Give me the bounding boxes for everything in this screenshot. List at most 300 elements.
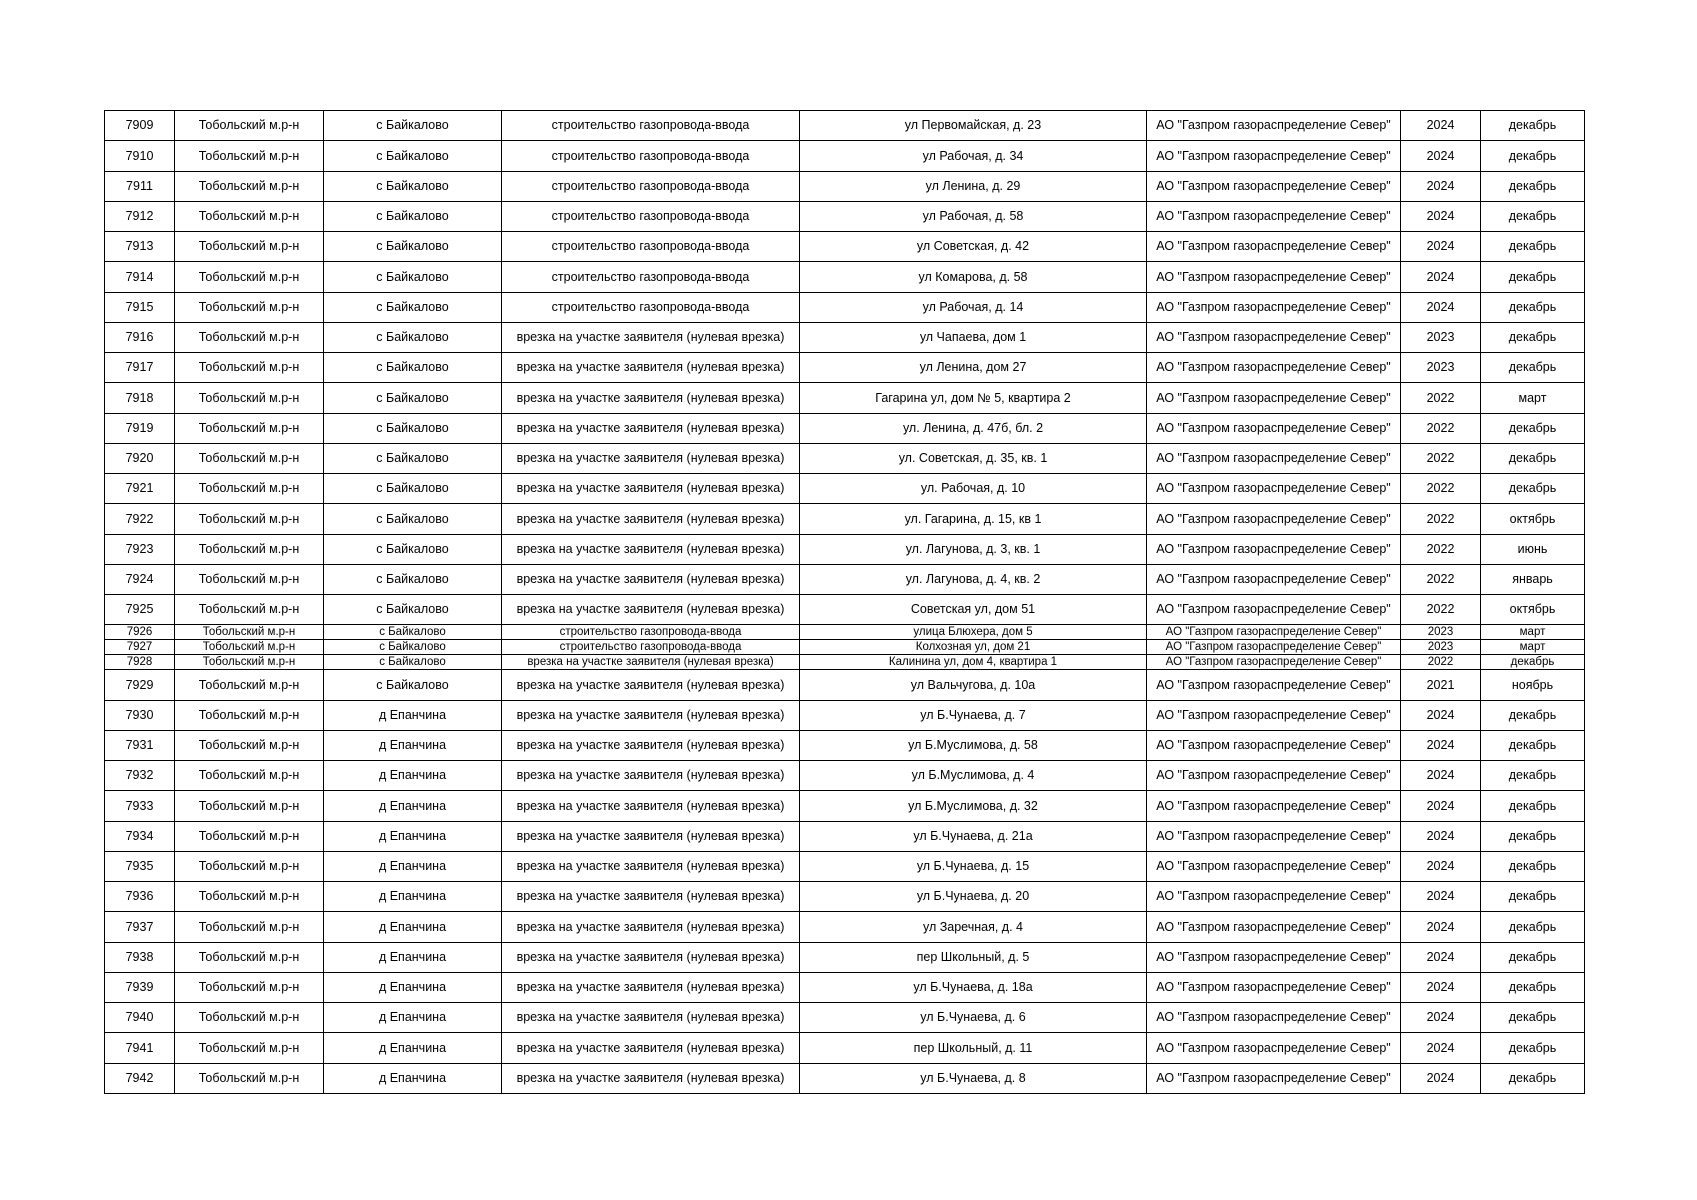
cell-address: пер Школьный, д. 5 bbox=[800, 942, 1147, 972]
cell-month: октябрь bbox=[1481, 504, 1585, 534]
cell-locality: с Байкалово bbox=[324, 201, 502, 231]
cell-address: ул Ленина, д. 29 bbox=[800, 171, 1147, 201]
table-row bbox=[105, 625, 1585, 640]
cell-address: Советская ул, дом 51 bbox=[800, 595, 1147, 625]
cell-number: 7923 bbox=[105, 534, 175, 564]
table-row bbox=[105, 882, 1585, 912]
cell-number: 7917 bbox=[105, 353, 175, 383]
cell-work-type: врезка на участке заявителя (нулевая врезка) bbox=[502, 383, 800, 413]
cell-number: 7929 bbox=[105, 670, 175, 700]
cell-locality: д Епанчина bbox=[324, 882, 502, 912]
cell-number: 7935 bbox=[105, 851, 175, 881]
cell-work-type: врезка на участке заявителя (нулевая врезка) bbox=[502, 474, 800, 504]
table-row bbox=[105, 1033, 1585, 1063]
cell-organization: АО "Газпром газораспределение Север" bbox=[1147, 595, 1401, 625]
cell-month: декабрь bbox=[1481, 882, 1585, 912]
cell-organization: АО "Газпром газораспределение Север" bbox=[1147, 791, 1401, 821]
cell-year: 2022 bbox=[1401, 655, 1481, 670]
cell-organization: АО "Газпром газораспределение Север" bbox=[1147, 851, 1401, 881]
cell-organization: АО "Газпром газораспределение Север" bbox=[1147, 761, 1401, 791]
cell-year: 2024 bbox=[1401, 882, 1481, 912]
cell-locality: д Епанчина bbox=[324, 942, 502, 972]
cell-address: ул Рабочая, д. 58 bbox=[800, 201, 1147, 231]
cell-organization: АО "Газпром газораспределение Север" bbox=[1147, 171, 1401, 201]
cell-organization: АО "Газпром газораспределение Север" bbox=[1147, 972, 1401, 1002]
cell-work-type: врезка на участке заявителя (нулевая врезка) bbox=[502, 761, 800, 791]
cell-work-type: строительство газопровода-ввода bbox=[502, 201, 800, 231]
cell-month: декабрь bbox=[1481, 141, 1585, 171]
cell-locality: с Байкалово bbox=[324, 655, 502, 670]
cell-year: 2022 bbox=[1401, 383, 1481, 413]
cell-district: Тобольский м.р-н bbox=[175, 141, 324, 171]
cell-year: 2021 bbox=[1401, 670, 1481, 700]
cell-work-type: врезка на участке заявителя (нулевая врезка) bbox=[502, 322, 800, 352]
cell-number: 7918 bbox=[105, 383, 175, 413]
table-row bbox=[105, 232, 1585, 262]
cell-year: 2024 bbox=[1401, 851, 1481, 881]
cell-number: 7936 bbox=[105, 882, 175, 912]
cell-number: 7942 bbox=[105, 1063, 175, 1093]
cell-district: Тобольский м.р-н bbox=[175, 353, 324, 383]
table-row bbox=[105, 474, 1585, 504]
cell-year: 2024 bbox=[1401, 171, 1481, 201]
cell-district: Тобольский м.р-н bbox=[175, 972, 324, 1002]
cell-year: 2022 bbox=[1401, 443, 1481, 473]
cell-district: Тобольский м.р-н bbox=[175, 443, 324, 473]
cell-district: Тобольский м.р-н bbox=[175, 262, 324, 292]
cell-month: декабрь bbox=[1481, 111, 1585, 141]
cell-work-type: врезка на участке заявителя (нулевая врезка) bbox=[502, 443, 800, 473]
table-row bbox=[105, 171, 1585, 201]
cell-number: 7915 bbox=[105, 292, 175, 322]
cell-year: 2024 bbox=[1401, 1033, 1481, 1063]
cell-locality: с Байкалово bbox=[324, 353, 502, 383]
cell-district: Тобольский м.р-н bbox=[175, 655, 324, 670]
table-row bbox=[105, 972, 1585, 1002]
cell-locality: с Байкалово bbox=[324, 595, 502, 625]
cell-district: Тобольский м.р-н bbox=[175, 564, 324, 594]
cell-year: 2022 bbox=[1401, 595, 1481, 625]
cell-month: декабрь bbox=[1481, 761, 1585, 791]
cell-year: 2024 bbox=[1401, 700, 1481, 730]
cell-organization: АО "Газпром газораспределение Север" bbox=[1147, 292, 1401, 322]
cell-address: ул Б.Чунаева, д. 7 bbox=[800, 700, 1147, 730]
cell-district: Тобольский м.р-н bbox=[175, 383, 324, 413]
table-row bbox=[105, 670, 1585, 700]
cell-month: март bbox=[1481, 640, 1585, 655]
cell-district: Тобольский м.р-н bbox=[175, 1033, 324, 1063]
cell-organization: АО "Газпром газораспределение Север" bbox=[1147, 504, 1401, 534]
table-row bbox=[105, 353, 1585, 383]
cell-work-type: врезка на участке заявителя (нулевая врезка) bbox=[502, 595, 800, 625]
cell-year: 2024 bbox=[1401, 232, 1481, 262]
cell-address: Калинина ул, дом 4, квартира 1 bbox=[800, 655, 1147, 670]
cell-organization: АО "Газпром газораспределение Север" bbox=[1147, 655, 1401, 670]
cell-year: 2024 bbox=[1401, 791, 1481, 821]
cell-district: Тобольский м.р-н bbox=[175, 534, 324, 564]
cell-number: 7928 bbox=[105, 655, 175, 670]
cell-year: 2022 bbox=[1401, 564, 1481, 594]
table-row bbox=[105, 141, 1585, 171]
cell-month: декабрь bbox=[1481, 791, 1585, 821]
cell-address: ул Заречная, д. 4 bbox=[800, 912, 1147, 942]
cell-month: март bbox=[1481, 383, 1585, 413]
cell-number: 7921 bbox=[105, 474, 175, 504]
cell-locality: с Байкалово bbox=[324, 262, 502, 292]
cell-number: 7925 bbox=[105, 595, 175, 625]
table-row bbox=[105, 942, 1585, 972]
cell-year: 2024 bbox=[1401, 201, 1481, 231]
cell-year: 2024 bbox=[1401, 141, 1481, 171]
cell-address: ул Б.Муслимова, д. 32 bbox=[800, 791, 1147, 821]
table-row bbox=[105, 111, 1585, 141]
cell-locality: с Байкалово bbox=[324, 534, 502, 564]
cell-month: декабрь bbox=[1481, 912, 1585, 942]
cell-work-type: строительство газопровода-ввода bbox=[502, 232, 800, 262]
cell-month: декабрь bbox=[1481, 1003, 1585, 1033]
cell-organization: АО "Газпром газораспределение Север" bbox=[1147, 730, 1401, 760]
cell-locality: с Байкалово bbox=[324, 232, 502, 262]
cell-address: ул Вальчугова, д. 10а bbox=[800, 670, 1147, 700]
cell-address: ул. Рабочая, д. 10 bbox=[800, 474, 1147, 504]
cell-district: Тобольский м.р-н bbox=[175, 474, 324, 504]
cell-work-type: врезка на участке заявителя (нулевая врезка) bbox=[502, 730, 800, 760]
cell-district: Тобольский м.р-н bbox=[175, 1063, 324, 1093]
cell-month: декабрь bbox=[1481, 851, 1585, 881]
cell-organization: АО "Газпром газораспределение Север" bbox=[1147, 700, 1401, 730]
cell-year: 2023 bbox=[1401, 625, 1481, 640]
cell-year: 2022 bbox=[1401, 474, 1481, 504]
cell-district: Тобольский м.р-н bbox=[175, 700, 324, 730]
cell-number: 7940 bbox=[105, 1003, 175, 1033]
cell-organization: АО "Газпром газораспределение Север" bbox=[1147, 564, 1401, 594]
table-row bbox=[105, 201, 1585, 231]
cell-locality: д Епанчина bbox=[324, 700, 502, 730]
cell-locality: с Байкалово bbox=[324, 443, 502, 473]
cell-number: 7931 bbox=[105, 730, 175, 760]
cell-number: 7924 bbox=[105, 564, 175, 594]
cell-number: 7912 bbox=[105, 201, 175, 231]
cell-organization: АО "Газпром газораспределение Север" bbox=[1147, 625, 1401, 640]
cell-number: 7910 bbox=[105, 141, 175, 171]
cell-number: 7919 bbox=[105, 413, 175, 443]
cell-number: 7937 bbox=[105, 912, 175, 942]
cell-address: улица Блюхера, дом 5 bbox=[800, 625, 1147, 640]
cell-work-type: врезка на участке заявителя (нулевая врезка) bbox=[502, 821, 800, 851]
cell-work-type: врезка на участке заявителя (нулевая врезка) bbox=[502, 413, 800, 443]
cell-month: декабрь bbox=[1481, 292, 1585, 322]
table-row bbox=[105, 534, 1585, 564]
cell-locality: д Епанчина bbox=[324, 821, 502, 851]
cell-district: Тобольский м.р-н bbox=[175, 1003, 324, 1033]
cell-year: 2024 bbox=[1401, 111, 1481, 141]
cell-month: октябрь bbox=[1481, 595, 1585, 625]
cell-district: Тобольский м.р-н bbox=[175, 640, 324, 655]
cell-organization: АО "Газпром газораспределение Север" bbox=[1147, 201, 1401, 231]
cell-address: ул. Лагунова, д. 3, кв. 1 bbox=[800, 534, 1147, 564]
cell-work-type: врезка на участке заявителя (нулевая врезка) bbox=[502, 700, 800, 730]
table-row bbox=[105, 640, 1585, 655]
cell-number: 7932 bbox=[105, 761, 175, 791]
cell-address: ул Б.Чунаева, д. 8 bbox=[800, 1063, 1147, 1093]
cell-locality: д Епанчина bbox=[324, 1003, 502, 1033]
cell-organization: АО "Газпром газораспределение Север" bbox=[1147, 443, 1401, 473]
cell-address: ул Советская, д. 42 bbox=[800, 232, 1147, 262]
cell-organization: АО "Газпром газораспределение Север" bbox=[1147, 942, 1401, 972]
cell-year: 2023 bbox=[1401, 322, 1481, 352]
cell-locality: д Епанчина bbox=[324, 730, 502, 760]
table-row bbox=[105, 413, 1585, 443]
cell-locality: с Байкалово bbox=[324, 383, 502, 413]
table-row bbox=[105, 700, 1585, 730]
cell-address: ул Ленина, дом 27 bbox=[800, 353, 1147, 383]
cell-address: Гагарина ул, дом № 5, квартира 2 bbox=[800, 383, 1147, 413]
cell-district: Тобольский м.р-н bbox=[175, 882, 324, 912]
cell-organization: АО "Газпром газораспределение Север" bbox=[1147, 1033, 1401, 1063]
table-row bbox=[105, 761, 1585, 791]
cell-month: декабрь bbox=[1481, 322, 1585, 352]
cell-organization: АО "Газпром газораспределение Север" bbox=[1147, 534, 1401, 564]
cell-number: 7933 bbox=[105, 791, 175, 821]
cell-month: декабрь bbox=[1481, 1033, 1585, 1063]
cell-month: январь bbox=[1481, 564, 1585, 594]
cell-work-type: строительство газопровода-ввода bbox=[502, 171, 800, 201]
cell-organization: АО "Газпром газораспределение Север" bbox=[1147, 353, 1401, 383]
cell-work-type: врезка на участке заявителя (нулевая врезка) bbox=[502, 504, 800, 534]
cell-month: декабрь bbox=[1481, 413, 1585, 443]
cell-number: 7934 bbox=[105, 821, 175, 851]
cell-work-type: строительство газопровода-ввода bbox=[502, 141, 800, 171]
cell-year: 2024 bbox=[1401, 1063, 1481, 1093]
cell-locality: с Байкалово bbox=[324, 474, 502, 504]
cell-address: ул Б.Чунаева, д. 20 bbox=[800, 882, 1147, 912]
cell-month: декабрь bbox=[1481, 821, 1585, 851]
cell-district: Тобольский м.р-н bbox=[175, 791, 324, 821]
cell-organization: АО "Газпром газораспределение Север" bbox=[1147, 1003, 1401, 1033]
table-row bbox=[105, 595, 1585, 625]
cell-address: ул Первомайская, д. 23 bbox=[800, 111, 1147, 141]
cell-locality: с Байкалово bbox=[324, 171, 502, 201]
cell-organization: АО "Газпром газораспределение Север" bbox=[1147, 141, 1401, 171]
cell-organization: АО "Газпром газораспределение Север" bbox=[1147, 111, 1401, 141]
cell-address: ул Б.Чунаева, д. 6 bbox=[800, 1003, 1147, 1033]
table-row bbox=[105, 655, 1585, 670]
cell-locality: с Байкалово bbox=[324, 625, 502, 640]
cell-organization: АО "Газпром газораспределение Север" bbox=[1147, 413, 1401, 443]
cell-work-type: врезка на участке заявителя (нулевая врезка) bbox=[502, 655, 800, 670]
cell-locality: с Байкалово bbox=[324, 292, 502, 322]
cell-address: ул Б.Муслимова, д. 4 bbox=[800, 761, 1147, 791]
cell-number: 7938 bbox=[105, 942, 175, 972]
cell-number: 7941 bbox=[105, 1033, 175, 1063]
cell-organization: АО "Газпром газораспределение Север" bbox=[1147, 670, 1401, 700]
cell-address: пер Школьный, д. 11 bbox=[800, 1033, 1147, 1063]
cell-organization: АО "Газпром газораспределение Север" bbox=[1147, 821, 1401, 851]
cell-organization: АО "Газпром газораспределение Север" bbox=[1147, 912, 1401, 942]
cell-month: декабрь bbox=[1481, 262, 1585, 292]
cell-year: 2024 bbox=[1401, 942, 1481, 972]
cell-locality: д Епанчина bbox=[324, 761, 502, 791]
cell-work-type: врезка на участке заявителя (нулевая врезка) bbox=[502, 534, 800, 564]
cell-locality: с Байкалово bbox=[324, 504, 502, 534]
cell-number: 7920 bbox=[105, 443, 175, 473]
cell-month: декабрь bbox=[1481, 942, 1585, 972]
cell-district: Тобольский м.р-н bbox=[175, 912, 324, 942]
cell-organization: АО "Газпром газораспределение Север" bbox=[1147, 322, 1401, 352]
table-row bbox=[105, 730, 1585, 760]
table-row bbox=[105, 1063, 1585, 1093]
cell-locality: д Епанчина bbox=[324, 1033, 502, 1063]
cell-work-type: строительство газопровода-ввода bbox=[502, 262, 800, 292]
cell-number: 7911 bbox=[105, 171, 175, 201]
cell-district: Тобольский м.р-н bbox=[175, 111, 324, 141]
cell-year: 2024 bbox=[1401, 912, 1481, 942]
cell-locality: с Байкалово bbox=[324, 141, 502, 171]
cell-locality: с Байкалово bbox=[324, 111, 502, 141]
cell-locality: д Епанчина bbox=[324, 912, 502, 942]
cell-district: Тобольский м.р-н bbox=[175, 292, 324, 322]
cell-work-type: врезка на участке заявителя (нулевая врезка) bbox=[502, 1063, 800, 1093]
cell-year: 2024 bbox=[1401, 292, 1481, 322]
cell-address: ул Б.Чунаева, д. 21а bbox=[800, 821, 1147, 851]
table-body bbox=[105, 111, 1585, 1094]
table-row bbox=[105, 851, 1585, 881]
cell-organization: АО "Газпром газораспределение Север" bbox=[1147, 1063, 1401, 1093]
cell-work-type: врезка на участке заявителя (нулевая врезка) bbox=[502, 670, 800, 700]
cell-year: 2023 bbox=[1401, 353, 1481, 383]
cell-number: 7939 bbox=[105, 972, 175, 1002]
cell-work-type: врезка на участке заявителя (нулевая врезка) bbox=[502, 1033, 800, 1063]
cell-year: 2023 bbox=[1401, 640, 1481, 655]
cell-year: 2024 bbox=[1401, 761, 1481, 791]
cell-district: Тобольский м.р-н bbox=[175, 232, 324, 262]
cell-month: декабрь bbox=[1481, 972, 1585, 1002]
cell-number: 7922 bbox=[105, 504, 175, 534]
cell-number: 7927 bbox=[105, 640, 175, 655]
table-row bbox=[105, 791, 1585, 821]
cell-locality: д Епанчина bbox=[324, 972, 502, 1002]
cell-locality: д Епанчина bbox=[324, 851, 502, 881]
table-row bbox=[105, 443, 1585, 473]
cell-district: Тобольский м.р-н bbox=[175, 171, 324, 201]
table-row bbox=[105, 1003, 1585, 1033]
cell-work-type: врезка на участке заявителя (нулевая врезка) bbox=[502, 972, 800, 1002]
cell-work-type: врезка на участке заявителя (нулевая врезка) bbox=[502, 942, 800, 972]
cell-address: ул. Гагарина, д. 15, кв 1 bbox=[800, 504, 1147, 534]
cell-address: ул Комарова, д. 58 bbox=[800, 262, 1147, 292]
cell-address: ул. Лагунова, д. 4, кв. 2 bbox=[800, 564, 1147, 594]
cell-organization: АО "Газпром газораспределение Север" bbox=[1147, 383, 1401, 413]
cell-year: 2024 bbox=[1401, 730, 1481, 760]
cell-year: 2024 bbox=[1401, 821, 1481, 851]
cell-district: Тобольский м.р-н bbox=[175, 595, 324, 625]
cell-locality: с Байкалово bbox=[324, 413, 502, 443]
cell-district: Тобольский м.р-н bbox=[175, 201, 324, 231]
cell-address: ул Б.Чунаева, д. 15 bbox=[800, 851, 1147, 881]
cell-locality: с Байкалово bbox=[324, 670, 502, 700]
cell-district: Тобольский м.р-н bbox=[175, 670, 324, 700]
cell-number: 7926 bbox=[105, 625, 175, 640]
cell-district: Тобольский м.р-н bbox=[175, 625, 324, 640]
cell-month: декабрь bbox=[1481, 201, 1585, 231]
cell-number: 7916 bbox=[105, 322, 175, 352]
cell-district: Тобольский м.р-н bbox=[175, 851, 324, 881]
cell-address: ул Рабочая, д. 14 bbox=[800, 292, 1147, 322]
table-row bbox=[105, 912, 1585, 942]
table-row bbox=[105, 564, 1585, 594]
cell-month: март bbox=[1481, 625, 1585, 640]
table-row bbox=[105, 262, 1585, 292]
cell-organization: АО "Газпром газораспределение Север" bbox=[1147, 882, 1401, 912]
cell-work-type: строительство газопровода-ввода bbox=[502, 625, 800, 640]
cell-work-type: строительство газопровода-ввода bbox=[502, 640, 800, 655]
cell-number: 7909 bbox=[105, 111, 175, 141]
cell-address: Колхозная ул, дом 21 bbox=[800, 640, 1147, 655]
cell-month: декабрь bbox=[1481, 353, 1585, 383]
cell-number: 7914 bbox=[105, 262, 175, 292]
cell-organization: АО "Газпром газораспределение Север" bbox=[1147, 474, 1401, 504]
cell-district: Тобольский м.р-н bbox=[175, 730, 324, 760]
table-row bbox=[105, 821, 1585, 851]
data-table bbox=[104, 110, 1585, 1094]
cell-district: Тобольский м.р-н bbox=[175, 942, 324, 972]
cell-district: Тобольский м.р-н bbox=[175, 413, 324, 443]
cell-month: ноябрь bbox=[1481, 670, 1585, 700]
cell-work-type: врезка на участке заявителя (нулевая врезка) bbox=[502, 912, 800, 942]
cell-work-type: врезка на участке заявителя (нулевая врезка) bbox=[502, 353, 800, 383]
cell-locality: д Епанчина bbox=[324, 1063, 502, 1093]
cell-work-type: врезка на участке заявителя (нулевая врезка) bbox=[502, 851, 800, 881]
cell-month: декабрь bbox=[1481, 655, 1585, 670]
cell-work-type: врезка на участке заявителя (нулевая врезка) bbox=[502, 882, 800, 912]
cell-year: 2022 bbox=[1401, 534, 1481, 564]
cell-address: ул. Советская, д. 35, кв. 1 bbox=[800, 443, 1147, 473]
table-row bbox=[105, 292, 1585, 322]
cell-month: декабрь bbox=[1481, 1063, 1585, 1093]
cell-address: ул. Ленина, д. 47б, бл. 2 bbox=[800, 413, 1147, 443]
cell-work-type: строительство газопровода-ввода bbox=[502, 111, 800, 141]
cell-district: Тобольский м.р-н bbox=[175, 821, 324, 851]
cell-year: 2024 bbox=[1401, 972, 1481, 1002]
cell-month: декабрь bbox=[1481, 474, 1585, 504]
cell-number: 7913 bbox=[105, 232, 175, 262]
cell-work-type: врезка на участке заявителя (нулевая врезка) bbox=[502, 1003, 800, 1033]
cell-work-type: строительство газопровода-ввода bbox=[502, 292, 800, 322]
cell-month: июнь bbox=[1481, 534, 1585, 564]
cell-month: декабрь bbox=[1481, 171, 1585, 201]
cell-work-type: врезка на участке заявителя (нулевая врезка) bbox=[502, 564, 800, 594]
cell-organization: АО "Газпром газораспределение Север" bbox=[1147, 640, 1401, 655]
cell-address: ул Б.Муслимова, д. 58 bbox=[800, 730, 1147, 760]
cell-locality: д Епанчина bbox=[324, 791, 502, 821]
cell-year: 2022 bbox=[1401, 504, 1481, 534]
cell-year: 2024 bbox=[1401, 1003, 1481, 1033]
cell-month: декабрь bbox=[1481, 700, 1585, 730]
cell-work-type: врезка на участке заявителя (нулевая врезка) bbox=[502, 791, 800, 821]
cell-organization: АО "Газпром газораспределение Север" bbox=[1147, 232, 1401, 262]
table-row bbox=[105, 504, 1585, 534]
table-row bbox=[105, 322, 1585, 352]
cell-address: ул Чапаева, дом 1 bbox=[800, 322, 1147, 352]
table-row bbox=[105, 383, 1585, 413]
cell-address: ул Б.Чунаева, д. 18а bbox=[800, 972, 1147, 1002]
cell-organization: АО "Газпром газораспределение Север" bbox=[1147, 262, 1401, 292]
cell-locality: с Байкалово bbox=[324, 640, 502, 655]
cell-year: 2024 bbox=[1401, 262, 1481, 292]
cell-address: ул Рабочая, д. 34 bbox=[800, 141, 1147, 171]
cell-district: Тобольский м.р-н bbox=[175, 322, 324, 352]
cell-month: декабрь bbox=[1481, 730, 1585, 760]
